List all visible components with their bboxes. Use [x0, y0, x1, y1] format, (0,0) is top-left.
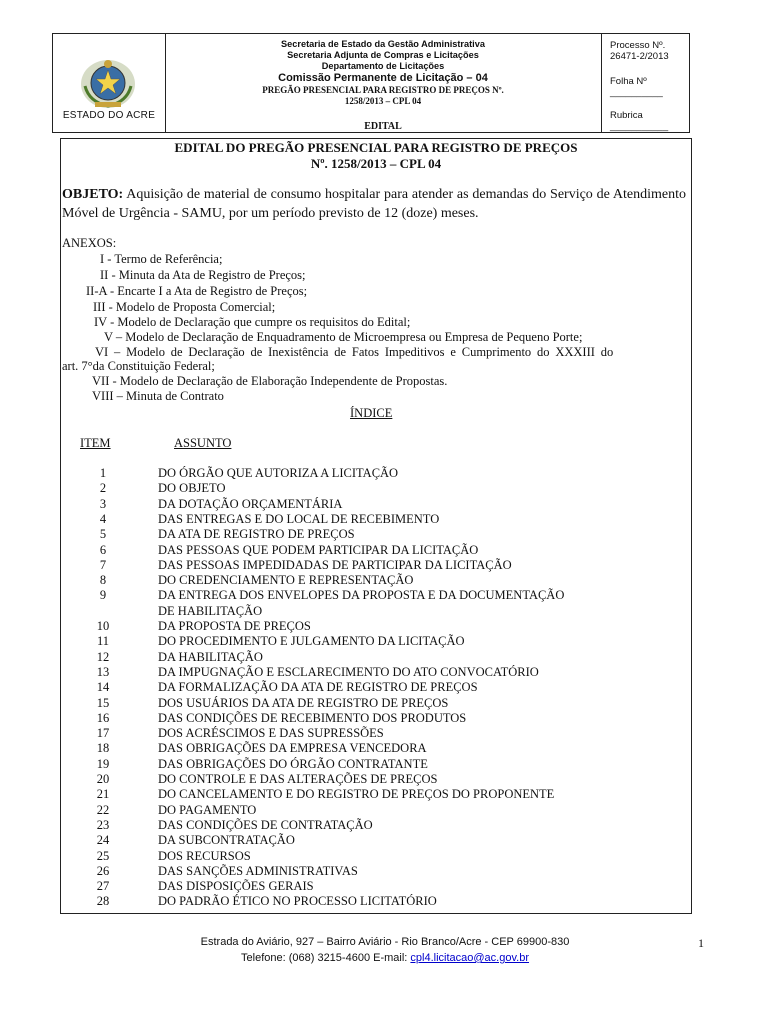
anexo-item: VII - Modelo de Declaração de Elaboração Independente de Propostas.	[92, 374, 448, 388]
toc-item-title: DO OBJETO	[158, 481, 226, 496]
header-line-edital: EDITAL	[364, 121, 402, 132]
objeto-label: OBJETO:	[62, 187, 124, 202]
toc-item-title: DA FORMALIZAÇÃO DA ATA DE REGISTRO DE PREÇOS	[158, 680, 478, 695]
toc-item-number: 22	[96, 802, 110, 817]
toc-item-title: DO PROCEDIMENTO E JULGAMENTO DA LICITAÇÃO	[158, 634, 465, 649]
toc-item-title: DO CREDENCIAMENTO E REPRESENTAÇÃO	[158, 573, 414, 588]
toc-item-title: DO CANCELAMENTO E DO REGISTRO DE PREÇOS DO PROPONENTE	[158, 787, 555, 802]
toc-item-number: 9	[99, 588, 107, 603]
column-header-item: ITEM	[80, 436, 111, 450]
toc-item-title: DA ENTREGA DOS ENVELOPES DA PROPOSTA E DA DOCUMENTAÇÃO	[158, 588, 565, 603]
toc-item-title: DO CONTROLE E DAS ALTERAÇÕES DE PREÇOS	[158, 772, 438, 786]
toc-item-title: DA IMPUGNAÇÃO E ESCLARECIMENTO DO ATO CONVOCATÓRIO	[158, 664, 539, 679]
toc-item-number: 13	[96, 664, 110, 679]
header-line-secretaria: Secretaria de Estado da Gestão Administrativa	[281, 39, 485, 49]
processo-number: Processo Nº. 26471-2/2013	[610, 40, 669, 62]
toc-item-title: DAS ENTREGAS E DO LOCAL DE RECEBIMENTO	[158, 511, 440, 526]
indice-heading: ÍNDICE	[350, 406, 393, 420]
toc-item-number: 5	[99, 527, 107, 542]
toc-item-title: DA ATA DE REGISTRO DE PREÇOS	[158, 527, 355, 542]
estado-label: ESTADO DO ACRE	[62, 110, 156, 121]
document-title: EDITAL DO PREGÃO PRESENCIAL PARA REGISTRO DE PREÇOS	[174, 140, 578, 155]
toc-item-title: DA HABILITAÇÃO	[158, 649, 263, 664]
toc-item-number: 14	[96, 680, 110, 695]
toc-item-number: 7	[99, 557, 107, 572]
toc-item-number: 27	[96, 879, 110, 894]
anexos-label: ANEXOS:	[62, 236, 117, 250]
toc-item-title: DA DOTAÇÃO ORÇAMENTÁRIA	[158, 496, 343, 511]
toc-item-number: 12	[96, 649, 110, 664]
anexo-item: IV - Modelo de Declaração que cumpre os requisitos do Edital;	[94, 315, 411, 329]
footer-email-link[interactable]: cpl4.licitacao@ac.gov.br	[410, 952, 529, 964]
document-header	[52, 33, 690, 133]
toc-item-number: 15	[96, 695, 110, 710]
toc-item-title: DAS CONDIÇÕES DE RECEBIMENTO DOS PRODUTOS	[158, 710, 467, 725]
toc-item-title: DAS SANÇÕES ADMINISTRATIVAS	[158, 863, 358, 878]
toc-item-number: 18	[96, 741, 110, 756]
toc-item-number: 11	[96, 634, 110, 649]
anexo-item: II - Minuta da Ata de Registro de Preços;	[100, 268, 306, 282]
toc-item-title: DAS OBRIGAÇÕES DA EMPRESA VENCEDORA	[158, 741, 427, 756]
anexo-item: V – Modelo de Declaração de Enquadramento de Microempresa ou Empresa de Pequeno Porte;	[104, 330, 583, 344]
header-line-departamento: Departamento de Licitações	[321, 61, 445, 71]
toc-item-title: DAS PESSOAS IMPEDIDADAS DE PARTICIPAR DA LICITAÇÃO	[158, 557, 512, 572]
anexo-item: I - Termo de Referência;	[100, 252, 223, 266]
header-logo-cell	[53, 34, 166, 132]
header-center-cell	[165, 34, 602, 132]
toc-item-number: 3	[99, 496, 107, 511]
page-number: 1	[698, 936, 704, 950]
toc-item-number: 16	[96, 710, 110, 725]
toc-item-title: DA PROPOSTA DE PREÇOS	[158, 619, 311, 633]
toc-item-title: DOS RECURSOS	[158, 848, 251, 863]
toc-item-title: DAS CONDIÇÕES DE CONTRATAÇÃO	[158, 817, 373, 832]
toc-item-number: 2	[99, 481, 107, 496]
header-line-adjunta: Secretaria Adjunta de Compras e Licitações	[287, 50, 479, 60]
anexo-item: III - Modelo de Proposta Comercial;	[93, 300, 276, 314]
header-line-numero: 1258/2013 – CPL 04	[344, 96, 422, 106]
toc-item-number: 24	[96, 833, 110, 848]
folha-field: Folha Nº __________	[610, 76, 663, 98]
toc-item-number: 8	[99, 573, 107, 588]
footer-address: Estrada do Aviário, 927 – Bairro Aviário - Rio Branco/Acre - CEP 69900-830	[200, 936, 570, 948]
toc-item-number: 25	[96, 848, 110, 863]
toc-item-number: 4	[99, 511, 107, 526]
toc-item-number: 17	[96, 726, 110, 741]
objeto-text: Aquisição de material de consumo hospitalar para atender as demandas do Serviço de Atendimento Móvel de Urgência - SAMU, por um período previsto de 12 (doze) meses.	[62, 187, 686, 221]
anexo-item: II-A - Encarte I a Ata de Registro de Preços;	[86, 284, 308, 298]
footer-phone: Telefone: (068) 3215-4600 E-mail:	[241, 952, 411, 964]
header-line-comissao: Comissão Permanente de Licitação – 04	[278, 72, 488, 84]
column-header-assunto: ASSUNTO	[174, 436, 232, 450]
anexo-item: VI – Modelo de Declaração de Inexistência de Fatos Impeditivos e Cumprimento do XXXIII do	[95, 345, 614, 359]
toc-item-title: DA SUBCONTRATAÇÃO	[158, 833, 295, 848]
header-process-cell	[602, 34, 689, 132]
toc-item-title: DOS ACRÉSCIMOS E DAS SUPRESSÕES	[158, 726, 384, 741]
toc-item-title: DAS PESSOAS QUE PODEM PARTICIPAR DA LICITAÇÃO	[158, 542, 479, 557]
toc-item-number: 28	[96, 894, 110, 909]
toc-item-title: DOS USUÁRIOS DA ATA DE REGISTRO DE PREÇOS	[158, 695, 449, 710]
toc-item-title: DE HABILITAÇÃO	[158, 603, 263, 618]
toc-item-title: DAS DISPOSIÇÕES GERAIS	[158, 879, 314, 894]
anexo-item: art. 7°da Constituição Federal;	[62, 359, 215, 373]
header-line-pregao: PREGÃO PRESENCIAL PARA REGISTRO DE PREÇOS Nº.	[262, 85, 504, 95]
footer-contact	[0, 952, 770, 964]
toc-item-title: DO PADRÃO ÉTICO NO PROCESSO LICITATÓRIO	[158, 894, 437, 909]
toc-item-number: 10	[96, 619, 110, 633]
toc-item-title: DAS OBRIGAÇÕES DO ÓRGÃO CONTRATANTE	[158, 756, 428, 771]
toc-item-number: 23	[96, 817, 110, 832]
toc-item-title: DO PAGAMENTO	[158, 802, 257, 817]
anexo-item: VIII – Minuta de Contrato	[92, 389, 224, 403]
document-number: Nº. 1258/2013 – CPL 04	[310, 156, 442, 171]
state-crest-icon	[79, 56, 137, 110]
toc-item-title: DO ÓRGÃO QUE AUTORIZA A LICITAÇÃO	[158, 466, 399, 480]
toc-item-number: 26	[96, 863, 110, 878]
toc-item-number: 21	[96, 787, 110, 802]
toc-item-number: 20	[96, 772, 110, 786]
objeto-paragraph	[62, 185, 686, 223]
rubrica-field: Rubrica ___________	[610, 110, 669, 132]
toc-item-number: 19	[96, 756, 110, 771]
toc-item-number: 1	[99, 466, 107, 480]
toc-item-number: 6	[99, 542, 107, 557]
